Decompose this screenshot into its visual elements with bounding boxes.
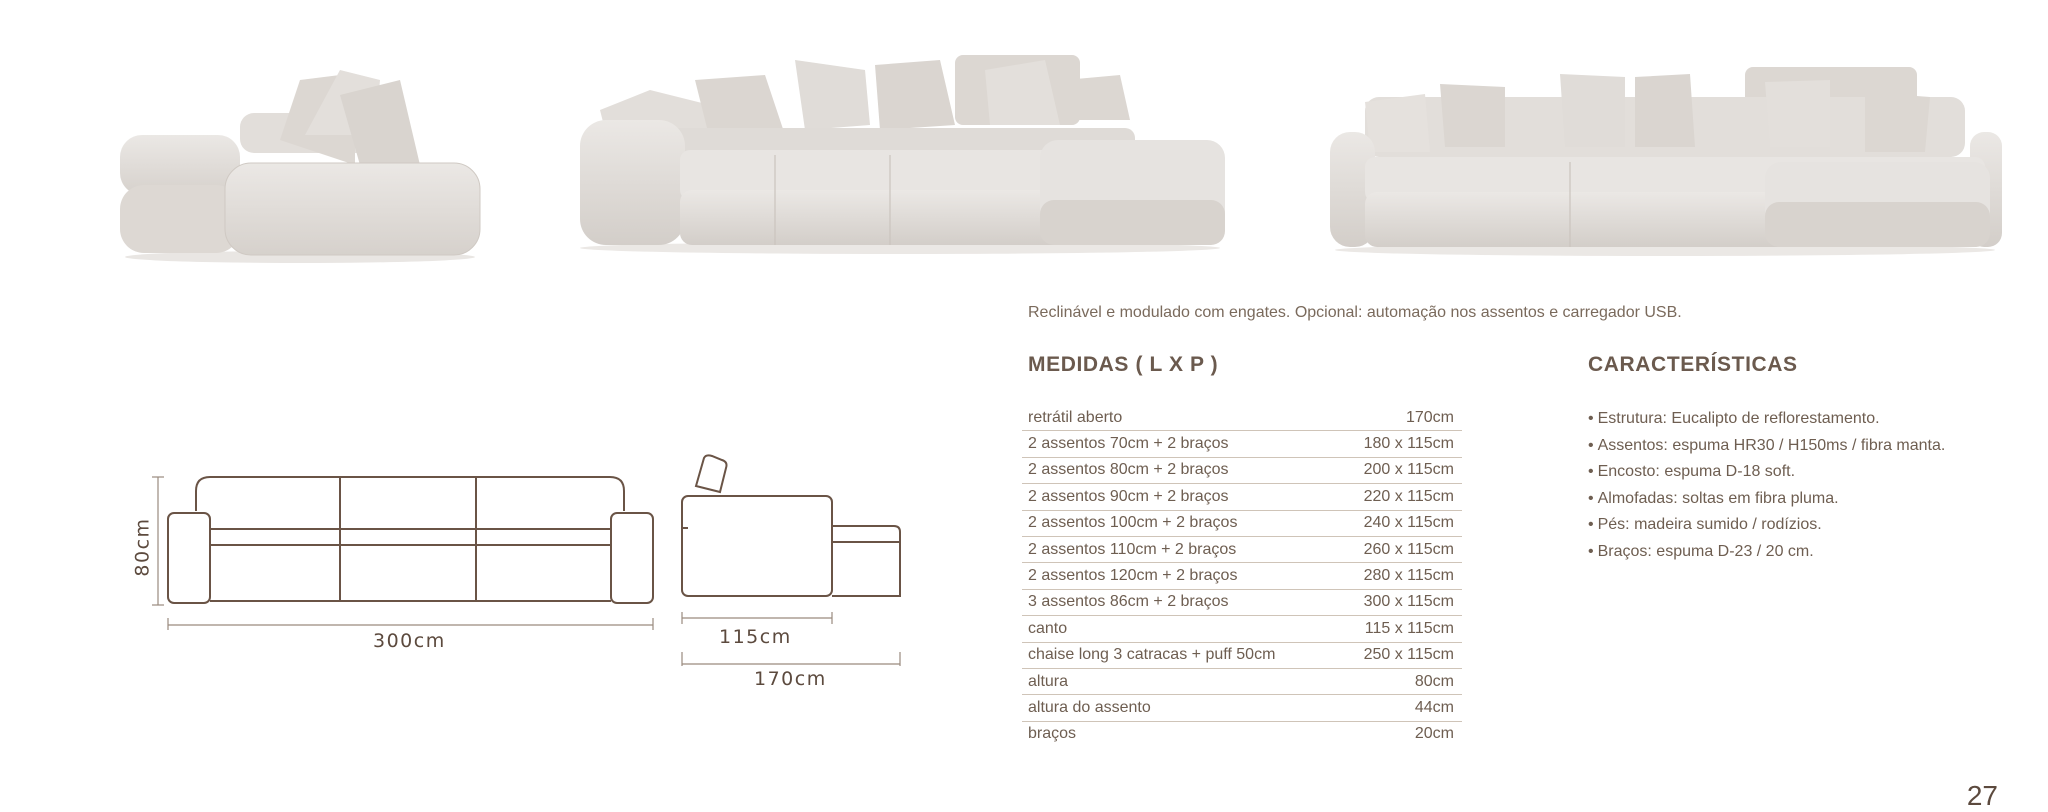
table-row (1022, 563, 1462, 589)
row-value: 170cm (1405, 408, 1454, 426)
list-item (1588, 541, 2008, 568)
table-row (1022, 537, 1462, 563)
row-label: 2 assentos 80cm + 2 braços (1028, 461, 1229, 479)
list-item (1588, 488, 2008, 515)
table-row (1022, 643, 1462, 669)
measures-table (1022, 405, 1462, 747)
product-description: Reclinável e modulado com engates. Opcional: automação nos assentos e carregador USB. (1028, 304, 1682, 321)
width-dimension-label: 300cm (373, 630, 446, 652)
sofa-right-chaise-photo (1325, 62, 2005, 257)
row-value: 115 x 115cm (1364, 619, 1454, 637)
side-view-drawing (672, 452, 912, 677)
table-row (1022, 511, 1462, 537)
row-value: 80cm (1414, 672, 1454, 690)
bullet: • (1588, 436, 1594, 454)
row-label: chaise long 3 catracas + puff 50cm (1028, 646, 1276, 664)
measures-title: MEDIDAS ( L X P ) (1028, 353, 1219, 376)
row-label: 2 assentos 70cm + 2 braços (1028, 435, 1229, 453)
sofa-side-photo (110, 35, 490, 265)
row-value: 220 x 115cm (1363, 487, 1454, 505)
bullet: • (1588, 410, 1594, 427)
table-row (1022, 616, 1462, 642)
feature-text: Almofadas: soltas em fibra pluma. (1597, 489, 1839, 507)
row-value: 260 x 115cm (1363, 540, 1454, 558)
table-row (1022, 669, 1462, 695)
row-label: 2 assentos 100cm + 2 braços (1028, 514, 1238, 532)
table-row (1022, 695, 1462, 721)
row-label: altura do assento (1028, 698, 1151, 716)
row-value: 44cm (1414, 698, 1454, 716)
front-view-drawing (116, 465, 666, 645)
table-row (1022, 484, 1462, 510)
sofa-left-chaise-photo (570, 50, 1230, 255)
row-value: 250 x 115cm (1363, 646, 1454, 664)
feature-text: Estrutura: Eucalipto de reflorestamento. (1597, 410, 1880, 427)
list-item (1588, 514, 2008, 541)
list-item (1588, 461, 2008, 488)
row-label: canto (1028, 619, 1068, 637)
row-value: 280 x 115cm (1363, 567, 1454, 585)
table-row (1022, 405, 1462, 431)
row-value: 180 x 115cm (1363, 435, 1454, 453)
features-list (1588, 408, 2008, 567)
row-value: 200 x 115cm (1363, 461, 1454, 479)
row-label: 2 assentos 110cm + 2 braços (1028, 540, 1237, 558)
row-value: 20cm (1414, 725, 1454, 743)
table-row (1022, 590, 1462, 616)
open-depth-dimension-label: 170cm (754, 668, 827, 690)
features-title: CARACTERÍSTICAS (1588, 353, 1798, 376)
row-value: 300 x 115cm (1363, 593, 1454, 611)
bullet: • (1588, 489, 1594, 507)
depth-dimension-label: 115cm (719, 626, 792, 648)
height-dimension-label: 80cm (131, 517, 154, 577)
table-row (1022, 458, 1462, 484)
feature-text: Encosto: espuma D-18 soft. (1597, 463, 1796, 480)
row-value: 240 x 115cm (1363, 514, 1454, 532)
row-label: 2 assentos 120cm + 2 braços (1028, 567, 1238, 585)
bullet: • (1588, 542, 1594, 560)
feature-text: Assentos: espuma HR30 / H150ms / fibra manta. (1597, 436, 1946, 454)
row-label: 3 assentos 86cm + 2 braços (1028, 593, 1229, 611)
table-row (1022, 431, 1462, 457)
feature-text: Braços: espuma D-23 / 20 cm. (1597, 542, 1814, 560)
feature-text: Pés: madeira sumido / rodízios. (1597, 516, 1822, 533)
row-label: braços (1028, 725, 1077, 743)
bullet: • (1588, 516, 1594, 533)
table-row (1022, 722, 1462, 747)
row-label: retrátil aberto (1028, 408, 1123, 426)
bullet: • (1588, 463, 1594, 480)
list-item (1588, 435, 2008, 462)
row-label: altura (1028, 672, 1069, 690)
page-number: 27 (1966, 780, 1998, 811)
row-label: 2 assentos 90cm + 2 braços (1028, 487, 1229, 505)
list-item (1588, 408, 2008, 435)
